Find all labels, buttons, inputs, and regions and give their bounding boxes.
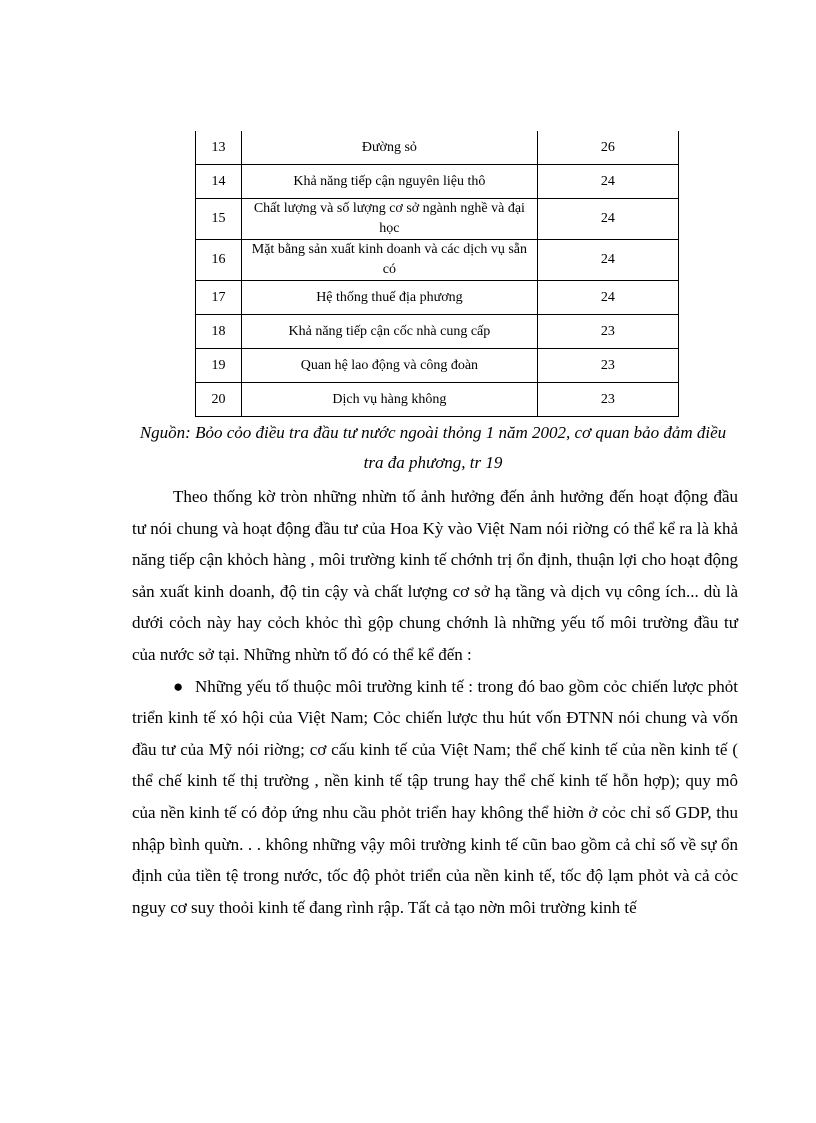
row-number: 20	[196, 383, 242, 417]
table-row	[196, 165, 679, 199]
factor-score: 23	[537, 383, 678, 417]
factor-name: Đường sỏ	[242, 131, 538, 165]
table-row	[196, 131, 679, 165]
factor-name: Hệ thống thuế địa phương	[242, 281, 538, 315]
row-number: 15	[196, 199, 242, 240]
factor-name: Chất lượng và số lượng cơ sở ngành nghề và đại học	[242, 199, 538, 240]
factor-score: 24	[537, 240, 678, 281]
factor-name: Dịch vụ hàng không	[242, 383, 538, 417]
table-row	[196, 281, 679, 315]
table-body	[196, 131, 679, 417]
factor-score: 26	[537, 131, 678, 165]
factor-score: 24	[537, 165, 678, 199]
row-number: 17	[196, 281, 242, 315]
factor-score: 23	[537, 349, 678, 383]
row-number: 16	[196, 240, 242, 281]
factor-score: 24	[537, 281, 678, 315]
bullet-text: Những yếu tố thuộc môi trường kinh tế : trong đó bao gồm cỏc chiến lược phỏt triển kinh tế xó hội của Việt Nam; Cỏc chiến lược thu hút vốn ĐTNN nói chung và vốn đầu tư của Mỹ nói riờng; cơ cấu kinh tế của Việt Nam; thể chế kinh tế của nền kinh tế ( thể chế kinh tế thị trường , nền kinh tế tập trung hay thể chế kinh tế hỗn hợp); quy mô của nền kinh tế có đỏp ứng nhu cầu phỏt triển hay không thể hiờn ở cỏc chỉ số GDP, thu nhập bình quừn. . . không những vậy môi trường kinh tế cũn bao gồm cả chỉ số về sự ổn định của tiền tệ trong nước, tốc độ phỏt triển của nền kinh tế, tốc độ lạm phỏt và cả cỏc nguy cơ suy thoỏi kinh tế đang rình rập. Tất cả tạo nờn môi trường kinh tế	[132, 676, 738, 917]
row-number: 13	[196, 131, 242, 165]
table-row	[196, 199, 679, 240]
body-text	[132, 481, 738, 923]
ranking-table	[195, 131, 679, 417]
factor-name: Mặt bằng sản xuất kinh doanh và các dịch vụ sẵn có	[242, 240, 538, 281]
row-number: 14	[196, 165, 242, 199]
factor-name: Khả năng tiếp cận cốc nhà cung cấp	[242, 315, 538, 349]
paragraph: Theo thống kờ tròn những nhừn tố ảnh hưởng đến ảnh hưởng đến hoạt động đầu tư nói chung và hoạt động đầu tư của Hoa Kỳ vào Việt Nam nói riờng có thể kể ra là khả năng tiếp cận khỏch hàng , môi trường kinh tế chớnh trị ổn định, thuận lợi cho hoạt động sản xuất kinh doanh, độ tin cậy và chất lượng cơ sở hạ tầng và dịch vụ công ích... dù là dưới cỏch này hay cỏch khỏc thì gộp chung chớnh là những yếu tố môi trường đầu tư của nước sở tại. Những nhừn tố đó có thể kể đến :	[132, 487, 738, 664]
table-source-note: Nguồn: Bỏo cỏo điều tra đầu tư nước ngoài thỏng 1 năm 2002, cơ quan bảo đảm điều tra đa phương, tr 19	[139, 423, 727, 472]
row-number: 19	[196, 349, 242, 383]
bullet-icon: ●	[173, 676, 184, 696]
table-row	[196, 240, 679, 281]
factor-score: 23	[537, 315, 678, 349]
bullet-item	[132, 671, 738, 924]
row-number: 18	[196, 315, 242, 349]
table-row	[196, 383, 679, 417]
factor-name: Quan hệ lao động và công đoàn	[242, 349, 538, 383]
factor-name: Khả năng tiếp cận nguyên liệu thô	[242, 165, 538, 199]
table-row	[196, 349, 679, 383]
table-row	[196, 315, 679, 349]
factor-score: 24	[537, 199, 678, 240]
